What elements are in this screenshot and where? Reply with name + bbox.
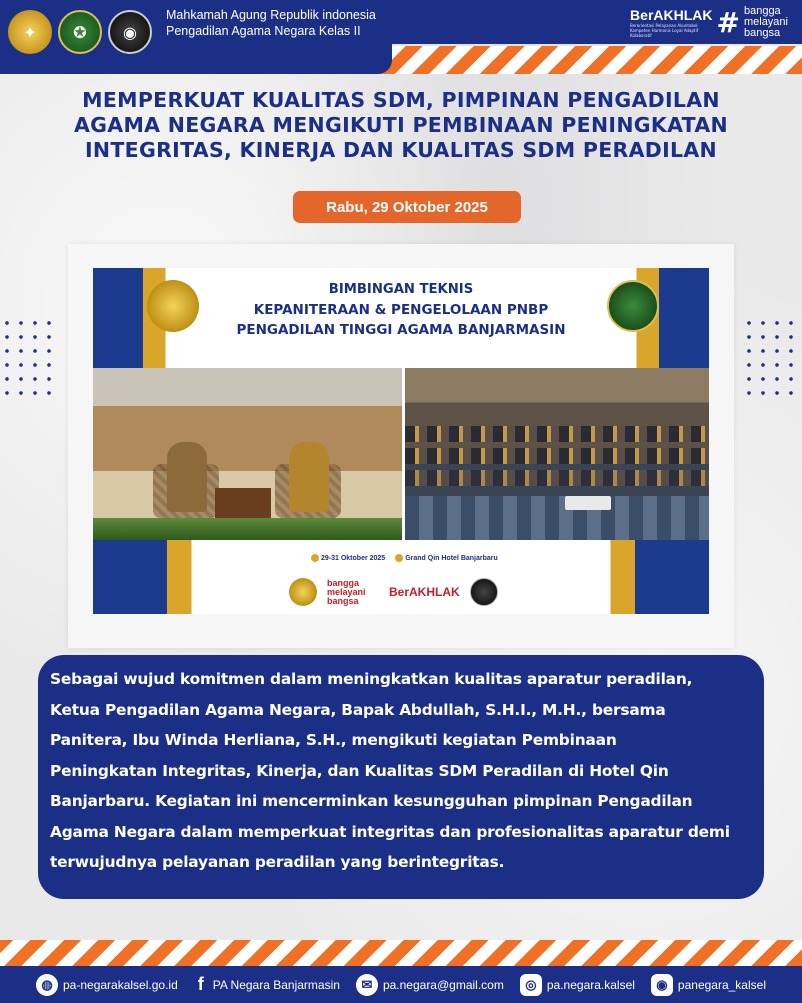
description-line: Panitera, Ibu Winda Herliana, S.H., mengikuti kegiatan Pembinaan [50, 731, 617, 749]
camera-icon: ◉ [651, 974, 673, 996]
mahkamah-agung-logo: ✦ [8, 10, 52, 54]
footer-instagram[interactable] [520, 974, 635, 996]
description-line: Banjarbaru. Kegiatan ini mencerminkan kesungguhan pimpinan Pengadilan [50, 792, 693, 810]
email-link[interactable]: pa.negara@gmail.com [382, 977, 504, 992]
date-badge: Rabu, 29 Oktober 2025 [293, 191, 521, 223]
website-link[interactable]: pa-negarakalsel.go.id [63, 977, 178, 992]
footer-camera[interactable] [651, 974, 766, 996]
facebook-icon: f [197, 974, 204, 994]
mahkamah-agung-small-logo [289, 578, 317, 606]
event-date-item [311, 554, 385, 562]
institution-logos [8, 10, 152, 54]
carpet-floor [405, 496, 709, 540]
projector [565, 496, 611, 510]
speaker-figure [167, 442, 207, 512]
tagline-3: bangsa [743, 27, 781, 39]
header [0, 0, 802, 74]
berakhlak-subtitle: Berorientasi Pelayanan Akuntabel Kompeten Harmonis Loyal Adaptif Kolaboratif [630, 23, 699, 38]
event-info [311, 554, 498, 562]
side-table [215, 488, 271, 522]
institution-name [166, 7, 376, 39]
location-icon [395, 554, 403, 562]
bangga-melayani-bangsa [744, 6, 788, 39]
event-venue: Grand Qin Hotel Banjarbaru [405, 554, 498, 562]
facebook-link[interactable]: PA Negara Banjarmasin [212, 977, 340, 992]
globe-icon: ◍ [36, 974, 58, 996]
camera-link[interactable]: panegara_kalsel [677, 977, 766, 992]
berakhlak-brand [630, 6, 788, 39]
banner-title [213, 280, 589, 340]
footer [0, 966, 802, 1003]
audience-row [405, 470, 709, 486]
zona-integritas-small-logo [470, 578, 498, 606]
institution-line-1: Mahkamah Agung Republik indonesia [166, 8, 376, 22]
title-line-2: AGAMA NEGARA MENGIKUTI PEMBINAAN PENINGKATAN [74, 113, 728, 137]
audience-photo [405, 368, 709, 540]
title-line-1: MEMPERKUAT KUALITAS SDM, PIMPINAN PENGADILAN [82, 88, 720, 112]
description-line: Ketua Pengadilan Agama Negara, Bapak Abdullah, S.H.I., M.H., bersama [50, 700, 666, 719]
footer-facebook[interactable] [194, 974, 340, 996]
footer-website[interactable] [36, 974, 178, 996]
footer-email[interactable] [356, 974, 504, 996]
description-line: Peningkatan Integritas, Kinerja, dan Kualitas SDM Peradilan di Hotel Qin [50, 761, 669, 780]
banner-line-2: KEPANITERAAN & PENGELOLAAN PNBP [253, 302, 549, 318]
sponsor-logos [289, 578, 498, 606]
tagline-2: melayani [743, 16, 788, 28]
description-line: Sebagai wujud komitmen dalam meningkatkan kualitas aparatur peradilan, [50, 670, 693, 688]
berakhlak-logo-text: BerAKHLAK [630, 7, 713, 23]
instagram-icon: ◎ [520, 974, 542, 996]
banner-line-1: BIMBINGAN TEKNIS [328, 282, 474, 297]
audience-row [405, 448, 709, 464]
title-line-3: INTEGRITAS, KINERJA DAN KUALITAS SDM PERADILAN [84, 138, 717, 162]
page-title [20, 88, 782, 163]
pengadilan-agama-logo: ✪ [58, 10, 102, 54]
tagline-1: bangga [743, 5, 781, 17]
institution-line-2: Pengadilan Agama Negara Kelas II [166, 24, 361, 38]
event-venue-item [395, 554, 498, 562]
description-line: Agama Negara dalam memperkuat integritas dan profesionalitas aparatur demi [50, 822, 730, 841]
bangga-melayani-logo: bangga melayani bangsa [327, 577, 366, 606]
header-institution-panel [0, 0, 392, 74]
instagram-link[interactable]: pa.negara.kalsel [546, 977, 635, 992]
pta-banjarmasin-emblem [607, 280, 659, 332]
event-banner-image [93, 268, 709, 614]
mahkamah-agung-emblem [147, 280, 199, 332]
zona-integritas-logo: ◉ [108, 10, 152, 54]
calendar-icon [311, 554, 319, 562]
email-icon: ✉ [356, 974, 378, 996]
berakhlak-small-logo: BerAKHLAK [389, 585, 460, 599]
banner-line-3: PENGADILAN TINGGI AGAMA BANJARMASIN [236, 322, 566, 338]
description-line: terwujudnya pelayanan peradilan yang berintegritas. [50, 853, 505, 871]
plants [93, 518, 402, 540]
description-text [50, 664, 752, 878]
speaker-figure [289, 442, 329, 512]
hashtag-icon: # [716, 5, 740, 39]
footer-stripes [0, 940, 802, 966]
event-date: 29-31 Oktober 2025 [321, 554, 386, 562]
dots-decoration-left [0, 316, 60, 400]
speakers-photo [93, 368, 402, 540]
audience-row [405, 426, 709, 442]
dots-decoration-right [742, 316, 802, 400]
